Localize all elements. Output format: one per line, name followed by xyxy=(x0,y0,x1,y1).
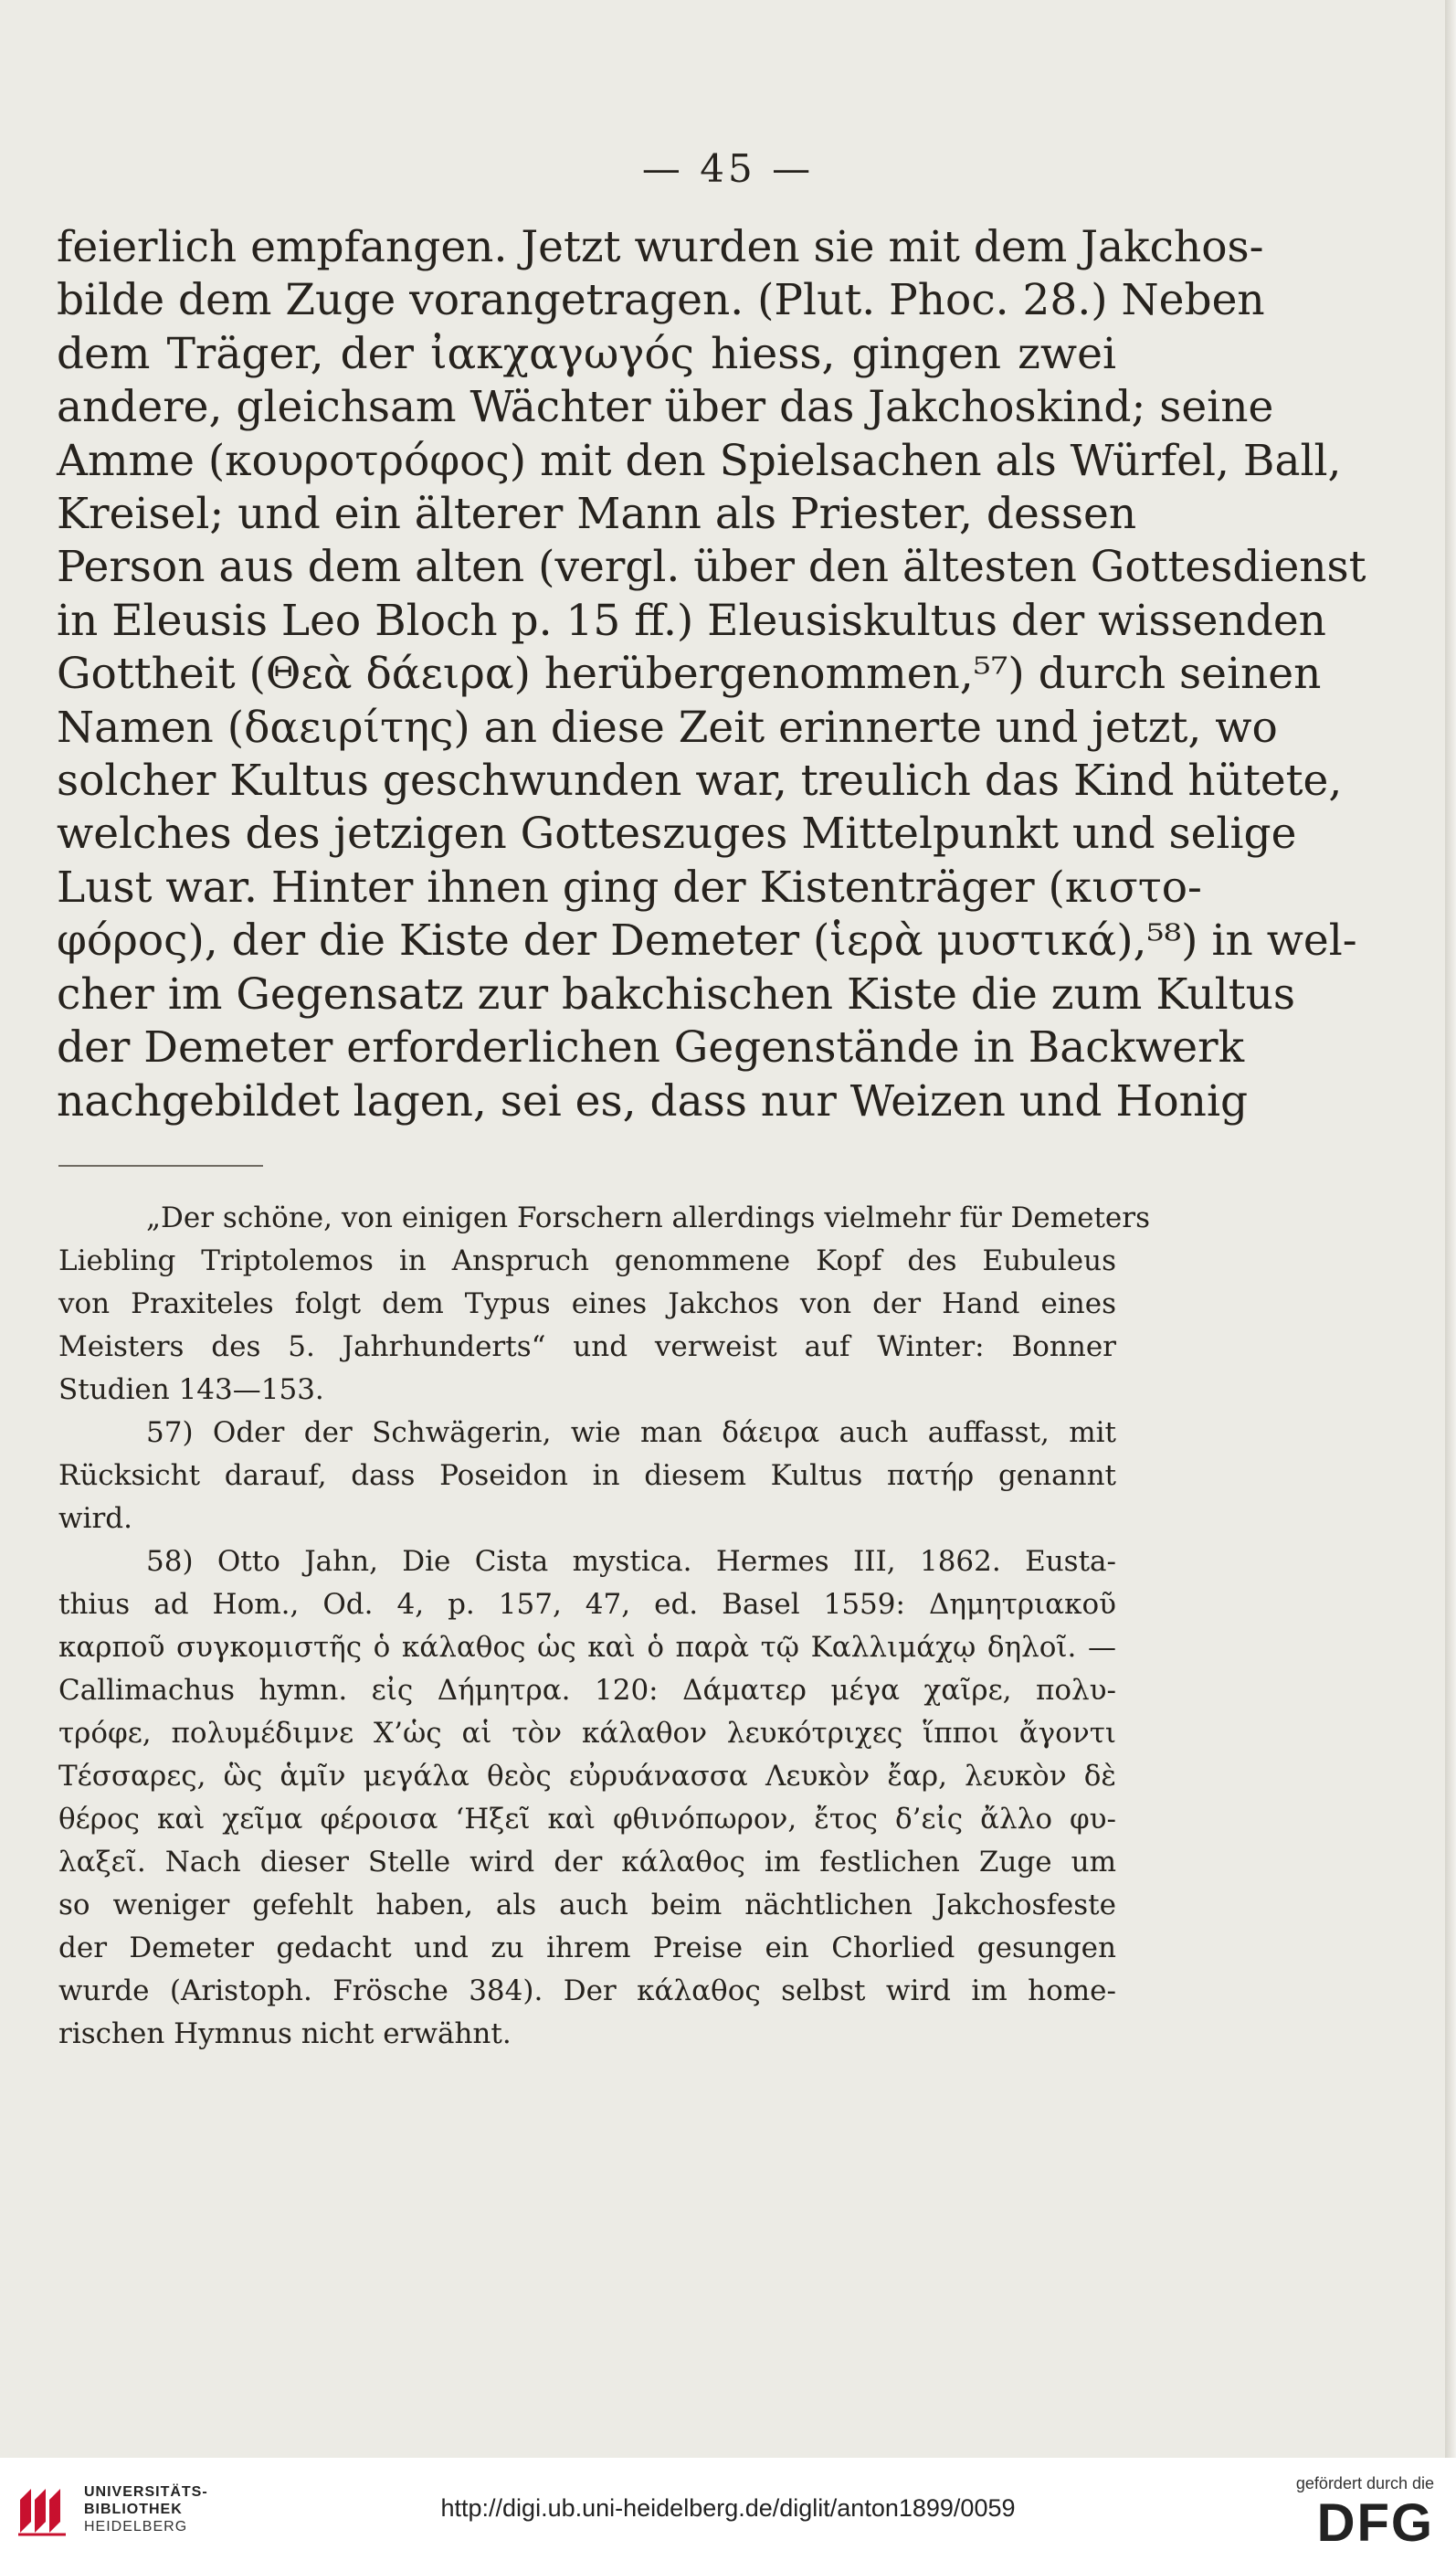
body-line: bilde dem Zuge vorangetragen. (Plut. Phoc. 28.) Neben xyxy=(57,275,1265,326)
body-line: Person aus dem alten (vergl. über den ältesten Gottesdienst xyxy=(57,542,1366,593)
footnote-line: 58) Otto Jahn, Die Cista mystica. Hermes III, 1862. Eusta- xyxy=(146,1545,1116,1578)
footnote-line: καρποῦ συγκομιστῆς ὁ κάλαθος ὡς καὶ ὁ παρὰ τῷ Καλλιμάχῳ δηλοῖ. — xyxy=(58,1631,1116,1664)
footnote-57 xyxy=(58,1412,1116,1540)
footnote-line: so weniger gefehlt haben, als auch beim nächtlichen Jakchosfeste xyxy=(58,1889,1116,1921)
footnote-line: wurde (Aristoph. Frösche 384). Der κάλαθος selbst wird im home- xyxy=(58,1974,1116,2007)
body-line: welches des jetzigen Gotteszuges Mittelpunkt und selige xyxy=(57,809,1297,860)
body-line: Kreisel; und ein älterer Mann als Priester, dessen xyxy=(57,489,1137,540)
sponsor-caption: gefördert durch die xyxy=(1295,2474,1434,2492)
footnote-separator xyxy=(58,1165,263,1167)
footnotes xyxy=(58,1197,1150,2056)
library-name-line: UNIVERSITÄTS- xyxy=(84,2484,208,2500)
footnote-line: rischen Hymnus nicht erwähnt. xyxy=(58,2017,512,2050)
body-line: feierlich empfangen. Jetzt wurden sie mit dem Jakchos- xyxy=(57,222,1264,272)
page-edge xyxy=(1445,0,1456,2458)
permalink-url[interactable]: http://digi.ub.uni-heidelberg.de/diglit/anton1899/0059 xyxy=(440,2494,1016,2522)
footnote-line: Rücksicht darauf, dass Poseidon in diesem Kultus πατήρ genannt xyxy=(58,1459,1116,1492)
body-line: Gottheit (Θεὰ δάειρα) herübergenommen,⁵⁷) durch seinen xyxy=(57,649,1322,700)
body-line: andere, gleichsam Wächter über das Jakchoskind; seine xyxy=(57,382,1274,433)
footnote-line: wird. xyxy=(58,1502,132,1535)
footnote-line: Studien 143—153. xyxy=(58,1373,324,1406)
body-line: nachgebildet lagen, sei es, dass nur Weizen und Honig xyxy=(57,1075,1249,1127)
footnote-line: 57) Oder der Schwägerin, wie man δάειρα auch auffasst, mit xyxy=(146,1416,1116,1449)
body-line: in Eleusis Leo Bloch p. 15 ff.) Eleusiskultus der wissenden xyxy=(57,595,1326,646)
footnote-continued xyxy=(58,1197,1150,1412)
body-text xyxy=(57,221,1366,1128)
dfg-logo: DFG xyxy=(1316,2493,1434,2553)
body-line: Namen (δαειρίτης) an diese Zeit erinnerte und jetzt, wo xyxy=(57,702,1278,753)
footnote-line: Callimachus hymn. εἰς Δήμητρα. 120: Δάματερ μέγα χαῖρε, πολυ- xyxy=(58,1674,1116,1707)
body-line: φόρος), der die Kiste der Demeter (ἱερὰ μυστικά),⁵⁸) in wel- xyxy=(57,915,1357,967)
footnote-line: thius ad Hom., Od. 4, p. 157, 47, ed. Basel 1559: Δημητριακοῦ xyxy=(58,1588,1116,1621)
page-number: — 45 — xyxy=(641,146,815,191)
footnote-line: „Der schöne, von einigen Forschern allerdings vielmehr für Demeters xyxy=(146,1201,1150,1234)
body-line: Lust war. Hinter ihnen ging der Kistenträger (κιστο- xyxy=(57,862,1202,913)
footnote-line: der Demeter gedacht und zu ihrem Preise ein Chorlied gesungen xyxy=(58,1931,1116,1964)
library-name-line: BIBLIOTHEK xyxy=(84,2502,183,2517)
footnote-line: τρόφε, πολυμέδιμνε Χ’ὡς αἱ τὸν κάλαθον λευκότριχες ἵπποι ἄγοντι xyxy=(58,1717,1116,1750)
body-line: Amme (κουροτρόφος) mit den Spielsachen als Würfel, Ball, xyxy=(57,435,1342,486)
library-name-line: HEIDELBERG xyxy=(84,2519,188,2535)
footnote-line: von Praxiteles folgt dem Typus eines Jakchos von der Hand eines xyxy=(58,1287,1116,1320)
viewer-footer xyxy=(0,2458,1456,2561)
footnote-line: λαξεῖ. Nach dieser Stelle wird der κάλαθος im festlichen Zuge um xyxy=(58,1846,1116,1878)
footnote-line: Liebling Triptolemos in Anspruch genommene Kopf des Eubuleus xyxy=(58,1244,1116,1277)
footnote-line: θέρος καὶ χεῖμα φέροισα ‘Ηξεῖ καὶ φθινόπωρον, ἔτος δ’εἰς ἄλλο φυ- xyxy=(58,1803,1116,1836)
footnote-line: Meisters des 5. Jahrhunderts“ und verweist auf Winter: Bonner xyxy=(58,1330,1116,1363)
body-line: der Demeter erforderlichen Gegenstände in Backwerk xyxy=(57,1022,1245,1074)
body-line: cher im Gegensatz zur bakchischen Kiste die zum Kultus xyxy=(57,968,1295,1020)
body-line: solcher Kultus geschwunden war, treulich das Kind hütete, xyxy=(57,756,1343,807)
footnote-line: Τέσσαρες, ὣς ἁμῖν μεγάλα θεὸς εὐρυάνασσα Λευκὸν ἔαρ, λευκὸν δὲ xyxy=(58,1760,1116,1793)
body-line: dem Träger, der ἰακχαγωγός hiess, gingen zwei xyxy=(57,328,1116,379)
footnote-58 xyxy=(58,1540,1116,2056)
